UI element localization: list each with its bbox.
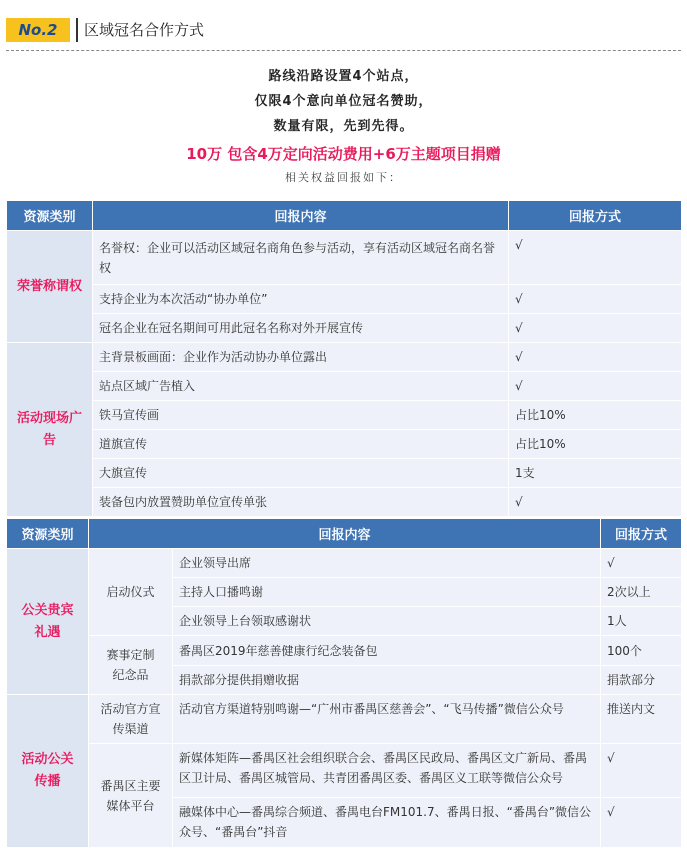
section-number-badge: No.2: [6, 18, 70, 42]
intro-line-1: 路线沿路设置4个站点，: [268, 69, 419, 84]
header-divider: [76, 18, 78, 42]
return-cell: 1支: [509, 459, 682, 488]
return-cell: 100个: [601, 636, 682, 666]
content-cell: 企业领导上台领取感谢状: [173, 607, 601, 636]
category-cell: 活动现场广告: [7, 343, 93, 517]
content-cell: 冠名企业在冠名期间可用此冠名名称对外开展宣传: [93, 314, 509, 343]
price-offer: 10万 包含4万定向活动费用+6万主题项目捐赠: [186, 145, 501, 163]
table-header-row: [7, 519, 682, 549]
content-cell: 活动官方渠道特别鸣谢—“广州市番禺区慈善会”、“飞马传播”微信公众号: [173, 695, 601, 744]
section-title: 区域冠名合作方式: [84, 21, 205, 39]
benefits-table-2: [6, 518, 682, 848]
table-row: [7, 459, 682, 488]
header-dashed-rule: [6, 50, 681, 51]
header-category: 资源类别: [7, 201, 93, 231]
table-header-row: [7, 201, 682, 231]
content-cell: 站点区域广告植入: [93, 372, 509, 401]
table-row: [7, 231, 682, 285]
intro-line-2: 仅限4个意向单位冠名赞助，: [254, 94, 433, 109]
header-return: 回报方式: [601, 519, 682, 549]
content-cell: 装备包内放置赞助单位宣传单张: [93, 488, 509, 517]
table-row: [7, 430, 682, 459]
content-cell: 捐款部分提供捐赠收据: [173, 666, 601, 695]
return-cell: √: [509, 285, 682, 314]
content-cell: 主持人口播鸣谢: [173, 578, 601, 607]
return-cell: 捐款部分: [601, 666, 682, 695]
header-category: 资源类别: [7, 519, 89, 549]
intro-line-3: 数量有限，先到先得。: [273, 119, 414, 134]
content-cell: 大旗宣传: [93, 459, 509, 488]
return-cell: √: [509, 488, 682, 517]
return-cell: √: [509, 314, 682, 343]
category-cell: 活动公关 传播: [7, 695, 89, 848]
content-cell: 支持企业为本次活动“协办单位”: [93, 285, 509, 314]
content-cell: 番禺区2019年慈善健康行纪念装备包: [173, 636, 601, 666]
content-cell: 铁马宣传画: [93, 401, 509, 430]
content-cell: 主背景板画面：企业作为活动协办单位露出: [93, 343, 509, 372]
table-row: [7, 401, 682, 430]
subcategory-cell: 活动官方宣传渠道: [89, 695, 173, 744]
benefits-note: 相关权益回报如下：: [285, 171, 402, 184]
return-cell: 推送内文: [601, 695, 682, 744]
section-header: [0, 10, 687, 50]
header-return: 回报方式: [509, 201, 682, 231]
table-row: [7, 488, 682, 517]
subcategory-cell: 番禺区主要媒体平台: [89, 744, 173, 848]
content-cell: 新媒体矩阵—番禺区社会组织联合会、番禺区民政局、番禺区文广新局、番禺区卫计局、番禺区城管局、共青团番禺区委、番禺区义工联等微信公众号: [173, 744, 601, 798]
table-row: [7, 636, 682, 666]
return-cell: 1人: [601, 607, 682, 636]
content-cell: 名誉权：企业可以活动区域冠名商角色参与活动，享有活动区域冠名商名誉权: [93, 231, 509, 285]
benefits-table-1: [6, 200, 682, 517]
category-cell: 荣誉称谓权: [7, 231, 93, 343]
return-cell: √: [509, 231, 682, 285]
header-content: 回报内容: [89, 519, 601, 549]
subcategory-cell: 启动仪式: [89, 549, 173, 636]
table-row: [7, 549, 682, 578]
intro-block: [0, 64, 687, 187]
return-cell: √: [601, 744, 682, 798]
subcategory-cell: 赛事定制 纪念品: [89, 636, 173, 695]
content-cell: 融媒体中心—番禺综合频道、番禺电台FM101.7、番禺日报、“番禺台”微信公众号、“番禺台”抖音: [173, 798, 601, 848]
table-row: [7, 285, 682, 314]
return-cell: 占比10%: [509, 401, 682, 430]
content-cell: 道旗宣传: [93, 430, 509, 459]
return-cell: 占比10%: [509, 430, 682, 459]
return-cell: √: [509, 372, 682, 401]
table-row: [7, 343, 682, 372]
content-cell: 企业领导出席: [173, 549, 601, 578]
header-content: 回报内容: [93, 201, 509, 231]
return-cell: √: [601, 798, 682, 848]
return-cell: √: [601, 549, 682, 578]
table-row: [7, 695, 682, 744]
table-row: [7, 744, 682, 798]
return-cell: √: [509, 343, 682, 372]
table-row: [7, 314, 682, 343]
category-cell: 公关贵宾 礼遇: [7, 549, 89, 695]
table-row: [7, 372, 682, 401]
return-cell: 2次以上: [601, 578, 682, 607]
